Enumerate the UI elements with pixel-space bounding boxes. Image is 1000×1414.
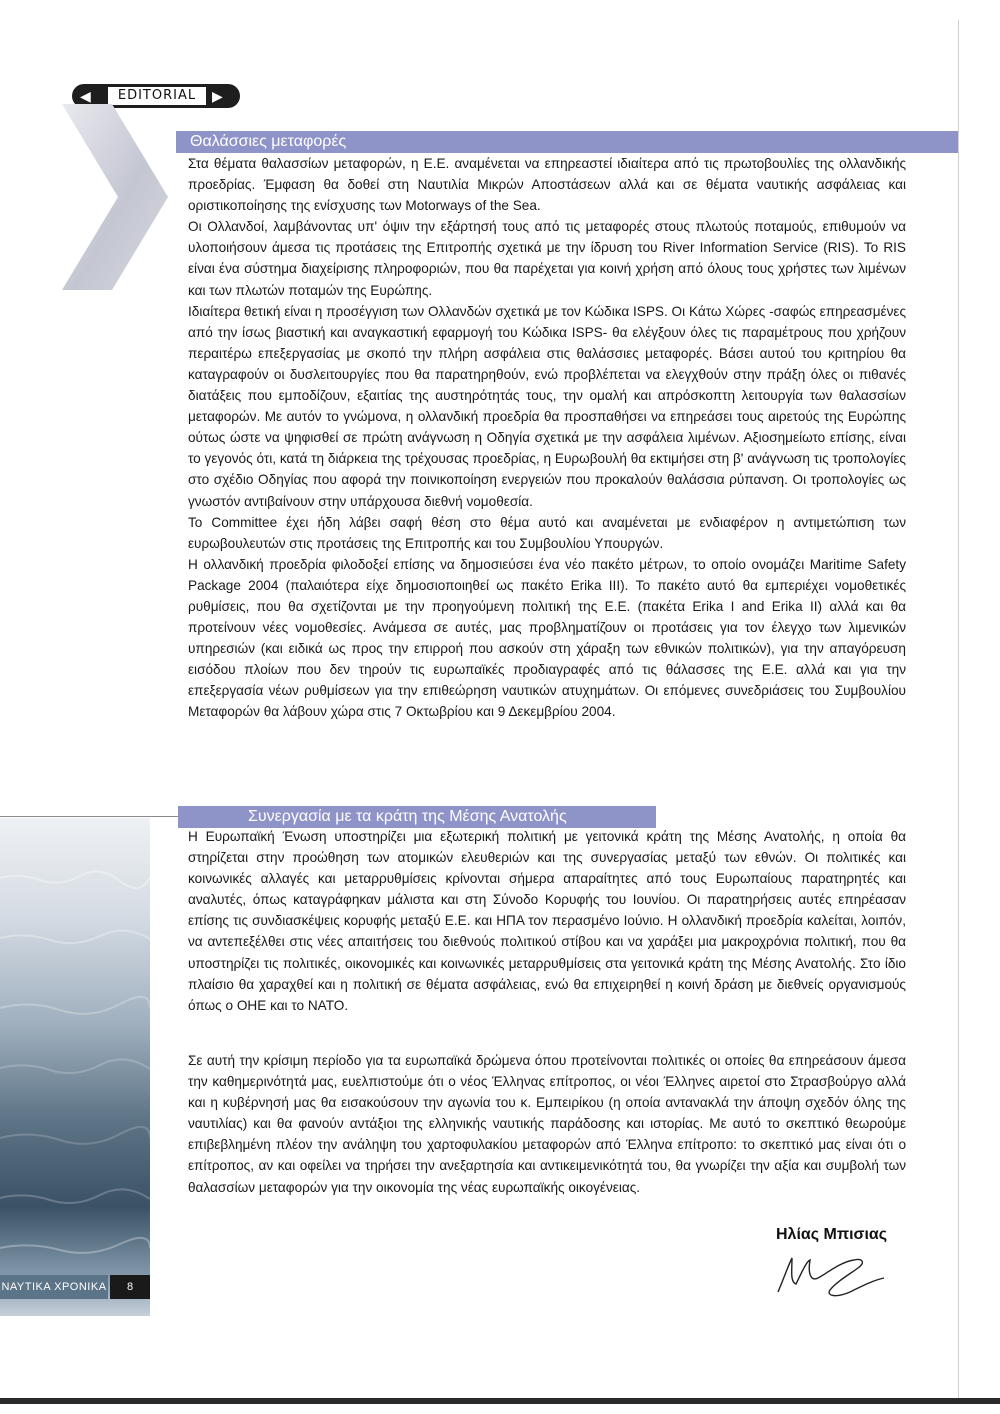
section-heading-maritime-transport: Θαλάσσιες μεταφορές [176, 131, 958, 153]
section-body-middle-east [188, 826, 906, 1016]
paragraph: Η Ευρωπαϊκή Ένωση υποστηρίζει μια εξωτερική πολιτική με γειτονικά κράτη της Μέσης Ανατολής, η οποία θα στηρίζεται στην προώθηση των ατομικών ελευθεριών και της συνεργασίας μεταξύ των εθνών. Οι πολιτικές και κοινωνικές αλλαγές και μεταρρυθμίσεις κρίνονται σήμερα απαραίτητες από τους Ευρωπαίους παρατηρητές και αναλυτές, όπως καταγράφηκαν μάλιστα και στη Σύνοδο Κορυφής του Ιουνίου. Οι παρατηρήσεις αυτές επηρέασαν επίσης τις συνδιασκέψεις κορυφής μεταξύ Ε.Ε. και ΗΠΑ τον περασμένο Ιούνιο. Η ολλανδική προεδρία καλείται, λοιπόν, να αντεπεξέλθει στις νέες απαιτήσεις του διεθνούς πολιτικού στίβου και να χαράξει μια μακροχρόνια πολιτική, που θα υποστηρίζει τις πολιτικές, οικονομικές και κοινωνικές μεταρρυθμίσεις στα γειτονικά κράτη της Μέσης Ανατολής. Στο ίδιο πλαίσιο θα χαραχθεί και η πολιτική σε θέματα ασφάλειας, ενώ θα επιχειρηθεί η κοινή δράση με διεθνείς οργανισμούς όπως ο ΟΗΕ και το ΝΑΤΟ. [188, 829, 906, 1013]
paragraph: Σε αυτή την κρίσιμη περίοδο για τα ευρωπαϊκά δρώμενα όπου προτείνονται πολιτικές οι οποίες θα επηρεάσουν άμεσα την καθημερινότητά μας, ευελπιστούμε ότι ο νέος Έλληνας επίτροπος, οι νέοι Έλληνες αιρετοί στο Στρασβούργο αλλά και η κυβέρνησή μας θα εισακούσουν την αγωνία του κ. Εμπειρίκου (η οποία αντανακλά την άποψη σχεδόν όλης της ναυτιλίας) και θα φανούν αντάξιοι της ελληνικής ναυτικής παράδοσης και ιστορίας. Με αυτό το σκεπτικό θεωρούμε επιβεβλημένη πλέον την ανάληψη του χαρτοφυλακίου μεταφορών από Έλληνα επίτροπο: το σκεπτικό μας είναι ότι ο επίτροπος, αν και οφείλει να τηρήσει την ανεξαρτησία και αντικειμενικότητά του, θα γνωρίζει την αξία και συμβολή των θαλασσίων μεταφορών για την οικονομία της νέας ευρωπαϊκής οικογένειας. [188, 1053, 906, 1195]
page-number: 8 [110, 1275, 150, 1299]
section-heading-middle-east: Συνεργασία με τα κράτη της Μέσης Ανατολής [178, 806, 656, 828]
section-body-maritime-transport [188, 153, 906, 723]
page-edge [958, 20, 959, 1400]
paragraph: Ιδιαίτερα θετική είναι η προσέγγιση των Ολλανδών σχετικά με τον Κώδικα ISPS. Οι Κάτω Χώρες -σαφώς επηρεασμένες από την ίσως βιαστική και αναγκαστική εφαρμογή του Κώδικα ISPS- θα ελέγξουν όλες τις παραμέτρους που χρήζουν περαιτέρω επεξεργασίας με σκοπό την πλήρη ασφάλεια στις θαλάσσιες μεταφορές. Βάσει αυτού του κριτηρίου θα καταγραφούν οι δυσλειτουργίες που θα παρατηρηθούν, ενώ προβλέπεται να ελεγχθούν στην πράξη όλες οι πιθανές διατάξεις που εμποδίζουν, εξαιτίας της αυστηρότητάς τους, την ομαλή και απρόσκοπτη λειτουργία των θαλασσίων μεταφορών. Με αυτόν το γνώμονα, η ολλανδική προεδρία θα προσπαθήσει να επηρεάσει τους αιρετούς της Ευρώπης ούτως ώστε να ψηφισθεί σε πρώτη ανάγνωση η Οδηγία σχετικά με την ασφάλεια λιμένων. Αξιοσημείωτο επίσης, είναι το γεγονός ότι, κατά τη διάρκεια της τρέχουσας προεδρίας, η Ευρωβουλή θα εκτιμήσει στη β' ανάγνωση τις τροπολογίες στο σχέδιο Οδηγίας που αφορά την ποινικοποίηση ενεργειών που προκαλούν θαλάσσια ρύπανση. Οι τροπολογίες ως γνωστόν αντιβαίνουν στην υπάρχουσα διεθνή νομοθεσία. [188, 303, 906, 509]
sea-waves-texture [0, 818, 150, 1316]
arrow-right-icon: ▶ [212, 88, 223, 104]
paragraph: Το Committee έχει ήδη λάβει σαφή θέση στο θέμα αυτό και αναμένεται με ενδιαφέρον η αντιμετώπιση των ευρωβουλευτών στις προτάσεις της Επιτροπής και του Συμβουλίου Υπουργών. [188, 514, 906, 551]
paragraph: Η ολλανδική προεδρία φιλοδοξεί επίσης να δημοσιεύσει ένα νέο πακέτο μέτρων, το οποίο ονομάζει Maritime Safety Package 2004 (παλαιότερα είχε δημοσιοποιηθεί ως πακέτο Erika III). Το πακέτο αυτό θα εμπεριέχει νομοθετικές ρυθμίσεις, που θα σχετίζονται με την προηγούμενη πολιτική της Ε.Ε. (πακέτα Erika I and Erika II) αλλά και θα προτείνουν νέες νομοθεσίες. Ανάμεσα σε αυτές, μας προβληματίζουν οι προτάσεις για τον έλεγχο των λιμενικών υπηρεσιών (και ειδικά ως προς την επιρροή που ασκούν στη χάραξη των εθνικών πολιτικών), για την απαγόρευση εισόδου πλοίων που δεν τηρούν τις ευρωπαϊκές προδιαγραφές από τις θάλασσες της Ε.Ε. αλλά και για την επεξεργασία νέων ρυθμίσεων για την επιθεώρηση ναυτικών ατυχημάτων. Οι επόμενες συνεδριάσεις του Συμβουλίου Μεταφορών θα λάβουν χώρα στις 7 Οκτωβρίου και 9 Δεκεμβρίου 2004. [188, 556, 906, 720]
paragraph: Οι Ολλανδοί, λαμβάνοντας υπ' όψιν την εξάρτησή τους από τις μεταφορές στους πλωτούς ποταμούς, επιθυμούν να υλοποιήσουν άμεσα τις προτάσεις της Επιτροπής σχετικά με την ίδρυση του River Information Service (RIS). Το RIS είναι ένα σύστημα διαχείρισης πληροφοριών, που θα παρέχεται για κοινή χρήση από όλους τους χρήστες των λιμένων και των πλωτών ποταμών της Ευρώπης. [188, 219, 906, 298]
signature-icon [770, 1248, 890, 1302]
chevron-decoration-icon [60, 102, 170, 292]
closing-body [188, 1050, 906, 1198]
publication-name: ΝΑΥΤΙΚΑ ΧΡΟΝΙΚΑ [0, 1275, 108, 1299]
heading-divider [0, 816, 180, 817]
section-tab-label: EDITORIAL [108, 87, 206, 105]
bottom-border [0, 1398, 1000, 1404]
paragraph: Στα θέματα θαλασσίων μεταφορών, η Ε.Ε. αναμένεται να επηρεαστεί ιδιαίτερα από τις πρωτοβουλίες της ολλανδικής προεδρίας. Έμφαση θα δοθεί στη Ναυτιλία Μικρών Αποστάσεων αλλά και σε θέματα ναυτικής ασφάλειας και οριστικοποίησης της ενίσχυσης των Motorways of the Sea. [188, 156, 906, 214]
arrow-left-icon: ◀ [80, 88, 91, 104]
author-name: Ηλίας Μπισιας [776, 1226, 888, 1243]
